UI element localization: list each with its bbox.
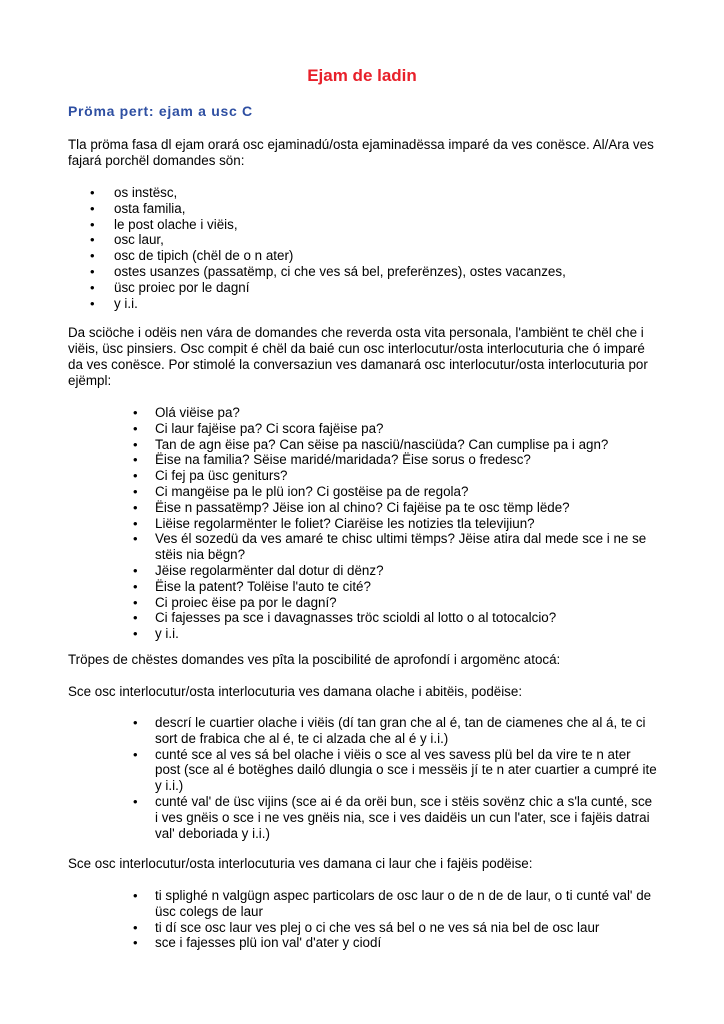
bullet-icon: • (133, 746, 138, 762)
list-item: • Ëise na familia? Sëise maridé/maridada? Ëise sorus o fredesc? (133, 452, 531, 468)
bullet-icon: • (90, 200, 95, 216)
list-item: • Olá viëise pa? (133, 405, 240, 420)
list-item: • Jëise regolarmënter dal dotur di dënz? (133, 562, 384, 578)
deepen-paragraph: Tröpes de chëstes domandes ves pîta la poscibilité de aprofondí i argomënc atocá: (68, 652, 561, 667)
bullet-icon: • (133, 562, 138, 578)
document-title: Ejam de ladin (307, 66, 417, 85)
bullet-icon: • (133, 499, 138, 515)
living-question-paragraph: Sce osc interlocutur/osta interlocuturia ves damana olache i abitëis, podëise: (68, 684, 523, 699)
bullet-icon: • (90, 185, 95, 200)
bullet-icon: • (133, 452, 138, 468)
list-item: • Ëise n passatëmp? Jëise ion al chino? Ci fajëise pa te osc tëmp lëde? (133, 499, 570, 515)
list-item: • Tan de agn ëise pa? Can sëise pa nasciü/nasciüda? Can cumplise pa i agn? (133, 436, 609, 452)
list-item: • ti splighé n valgügn aspec particolars de osc laur o de n de de laur, o ti cunté val' de üsc colegs de laur (133, 888, 652, 919)
list-item: • sce i fajesses plü ion val' d'ater y ciodí (133, 935, 382, 951)
list-item: • y i.i. (90, 295, 138, 311)
bullet-icon: • (133, 793, 138, 809)
bullet-icon: • (133, 436, 138, 452)
bullet-icon: • (133, 468, 138, 484)
bullet-icon: • (133, 594, 138, 610)
list-item: • ostes usanzes (passatëmp, ci che ves sá bel, preferënzes), ostes vacanzes, (90, 263, 566, 279)
list-item: • Ci mangëise pa le plü ion? Ci gostëise pa de regola? (133, 483, 469, 499)
list-item: • Ci fajesses pa sce i davagnasses tröc scioldi al lotto o al totocalcio? (133, 610, 557, 626)
bullet-icon: • (133, 919, 138, 935)
list-item: • cunté val' de üsc vijins (sce ai é da orëi bun, sce i stëis sovënz chic a s'la cunté, sce i ves gnëis o sce i ne ves gnëis nia, sce i ves daidëis un cun l'ater, sce i fajëis datrai val' deboriada y i.i.) (133, 793, 653, 841)
list-item: • os instësc, (90, 185, 178, 200)
section-heading: Pröma pert: ejam a usc C (68, 103, 253, 119)
list-item: • ti dí sce osc laur ves plej o ci che ves sá bel o ne ves sá nia bel de osc laur (133, 919, 600, 935)
bullet-icon: • (133, 578, 138, 594)
list-item: • osc de tipich (chël de o n ater) (90, 248, 294, 264)
bullet-icon: • (90, 279, 95, 295)
bullet-icon: • (133, 888, 138, 903)
list-item: • osta familia, (90, 200, 186, 216)
bullet-icon: • (90, 248, 95, 264)
questions-list (133, 405, 658, 642)
list-item: • Liëise regolarmënter le foliet? Ciarëise les notizies tla televijiun? (133, 515, 535, 531)
work-question-paragraph: Sce osc interlocutur/osta interlocuturia ves damana ci laur che i fajëis podëise: (68, 856, 533, 871)
list-item: • Ci laur fajëise pa? Ci scora fajëise pa? (133, 420, 384, 436)
bullet-icon: • (133, 420, 138, 436)
bullet-icon: • (133, 626, 138, 642)
list-item: • Ci fej pa üsc geniturs? (133, 468, 288, 484)
list-item: • Ëise la patent? Tolëise l'auto te cité? (133, 578, 371, 594)
bullet-icon: • (133, 531, 138, 547)
list-item: • y i.i. (133, 626, 179, 642)
context-paragraph: Da sciöche i odëis nen vára de domandes che reverda osta vita personala, l'ambiënt te chël che i viëis, üsc pinsiers. Osc compit é chël da baié cun osc interlocutur/osta interlocuturia che ó imparé da ves conësce. Por stimolé la conversaziun ves damanará osc interlocutur/osta interlocuturia por ejëmpl: (68, 325, 648, 388)
intro-paragraph: Tla pröma fasa dl ejam orará osc ejaminadú/osta ejaminadëssa imparé da ves conësce. Al/Ara ves fajará porchël domandes sön: (68, 137, 654, 168)
bullet-icon: • (133, 715, 138, 730)
list-item: • descrí le cuartier olache i viëis (dí tan gran che al é, tan de ciamenes che al á, te ci sort de frabica che al é, te ci alzada che al é y i.i.) (133, 715, 646, 746)
work-answers-list (133, 888, 658, 951)
list-item: • osc laur, (90, 232, 164, 248)
bullet-icon: • (90, 216, 95, 232)
list-item: • cunté sce al ves sá bel olache i viëis o sce al ves savess plü bel da vire te n ater post (sce al é botëghes dailó dlungia o sce i messëis jí te n ater cuartier a cumpré ite y i.i.) (133, 746, 657, 794)
bullet-icon: • (133, 483, 138, 499)
bullet-icon: • (133, 405, 138, 420)
bullet-icon: • (90, 295, 95, 311)
topics-list (90, 185, 650, 311)
list-item: • Ci proiec ëise pa por le dagní? (133, 594, 337, 610)
list-item: • le post olache i viëis, (90, 216, 238, 232)
bullet-icon: • (133, 610, 138, 626)
bullet-icon: • (133, 935, 138, 951)
list-item: • üsc proiec por le dagní (90, 279, 250, 295)
bullet-icon: • (90, 232, 95, 248)
bullet-icon: • (133, 515, 138, 531)
list-item: • Ves él sozedü da ves amaré te chisc ultimi tëmps? Jëise atira dal mede sce i ne se stëis nia bëgn? (133, 531, 647, 563)
living-answers-list (133, 715, 658, 841)
bullet-icon: • (90, 263, 95, 279)
